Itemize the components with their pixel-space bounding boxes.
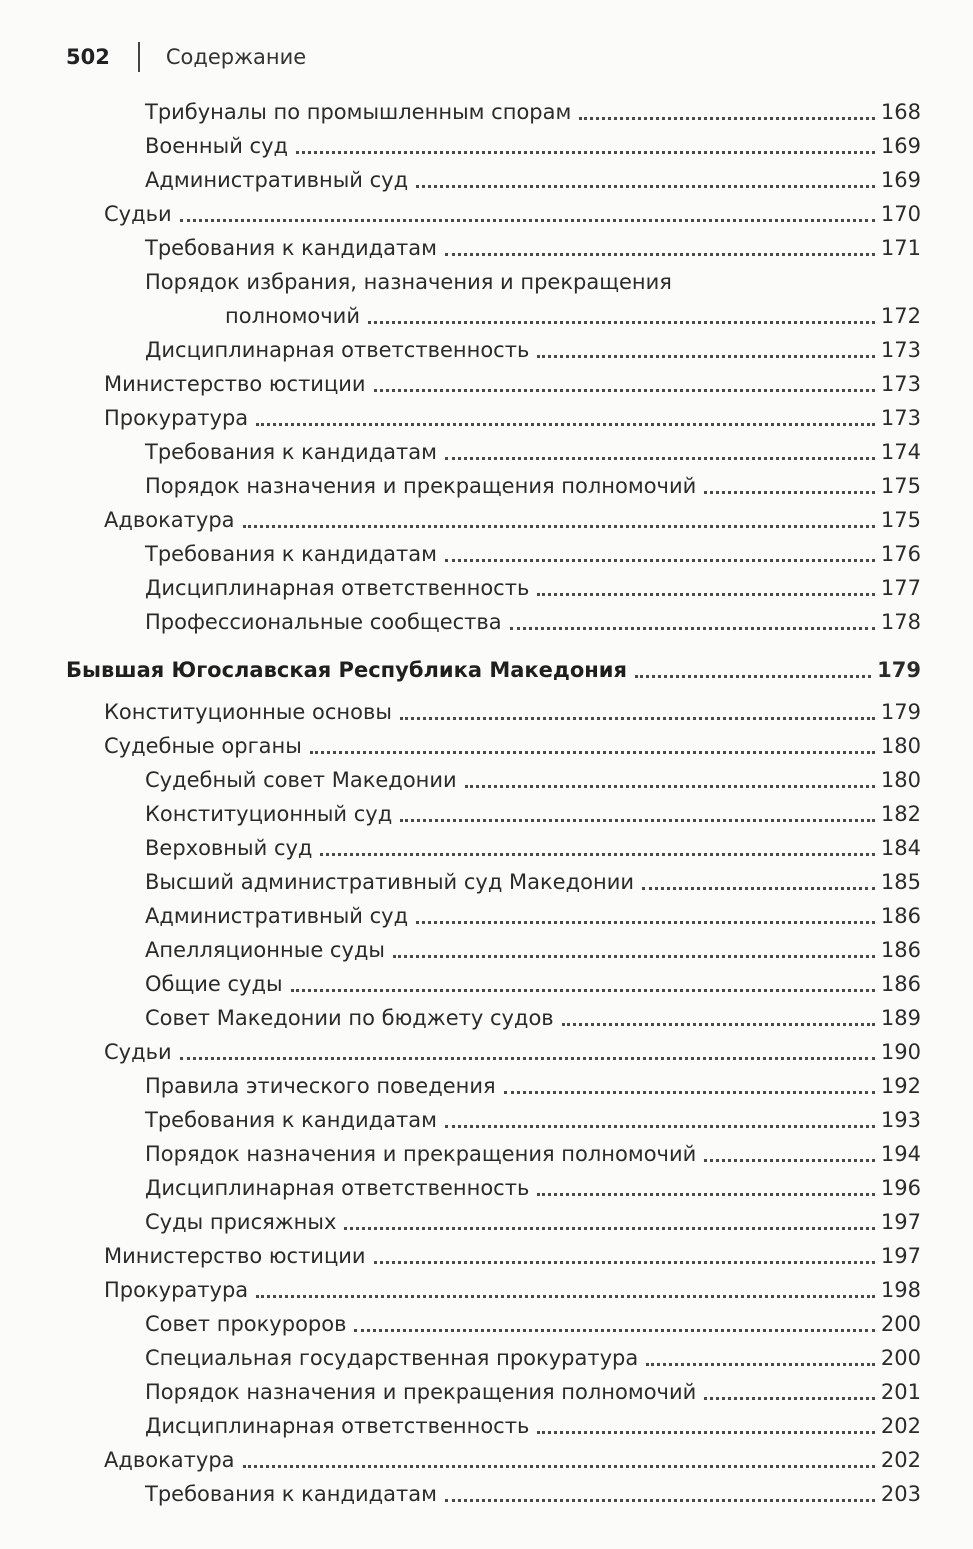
toc-entry-page: 197 [880,1210,921,1234]
toc-entry-page: 171 [880,236,921,260]
toc-entry-title: Судьи [104,202,172,226]
toc-entry-title: Порядок назначения и прекращения полномочий [145,1142,697,1166]
dot-leader [291,989,875,992]
toc-entry [0,1171,921,1205]
toc-entry [0,571,921,605]
dot-leader [504,1091,875,1094]
dot-leader [416,185,875,188]
toc-entry [0,367,921,401]
toc-entry-page: 197 [880,1244,921,1268]
dot-leader [510,627,875,630]
toc-entry-page: 186 [880,938,921,962]
toc-entry [0,163,921,197]
toc-entry-page: 202 [880,1448,921,1472]
toc-entry-page: 193 [880,1108,921,1132]
dot-leader [344,1227,874,1230]
toc-entry [0,1069,921,1103]
toc-entry [0,299,921,333]
toc-entry [0,967,921,1001]
dot-leader [537,1193,875,1196]
toc-entry-page: 170 [880,202,921,226]
toc-entry-title: Адвокатура [104,508,235,532]
toc-entry-title: Прокуратура [104,1278,249,1302]
dot-leader [646,1363,875,1366]
toc-entry-title: Конституционный суд [145,802,393,826]
toc-entry-title-line2: полномочий [225,304,360,328]
toc-entry-page: 177 [880,576,921,600]
toc-entry-page: 201 [880,1380,921,1404]
toc-entry-title: Требования к кандидатам [145,1108,437,1132]
toc-entry [0,1477,921,1511]
toc-entry-title: Адвокатура [104,1448,235,1472]
dot-leader [374,1261,875,1264]
toc-entry-title: Высший административный суд Македонии [145,870,634,894]
toc-entry-title-line1: Порядок избрания, назначения и прекращения [145,270,672,294]
toc-entry-page: 173 [880,372,921,396]
toc-entry [0,469,921,503]
dot-leader [310,751,875,754]
toc-entry [0,695,921,729]
toc-entry-title: Требования к кандидатам [145,1482,437,1506]
toc-entry-page: 202 [880,1414,921,1438]
dot-leader [368,321,875,324]
toc-entry-title: Трибуналы по промышленным спорам [145,100,572,124]
toc-entry [0,1001,921,1035]
dot-leader [256,423,875,426]
toc-entry [0,1341,921,1375]
header-divider [138,42,140,72]
dot-leader [642,887,875,890]
toc-entry [0,1443,921,1477]
toc-entry [0,401,921,435]
dot-leader [445,1125,875,1128]
toc-entry [0,1137,921,1171]
toc-entry-page: 175 [880,474,921,498]
dot-leader [537,1431,875,1434]
dot-leader [562,1023,875,1026]
dot-leader [393,955,875,958]
dot-leader [445,253,875,256]
toc-entry-page: 186 [880,972,921,996]
toc-entry [0,797,921,831]
toc-entry-title: Дисциплинарная ответственность [145,338,530,362]
running-header [66,40,306,74]
toc-entry-title: Дисциплинарная ответственность [145,1414,530,1438]
toc-entry-title: Суды присяжных [145,1210,337,1234]
toc-entry-title: Совет прокуроров [145,1312,347,1336]
toc-entry [0,333,921,367]
toc-entry-page: 178 [880,610,921,634]
toc-entry-page: 175 [880,508,921,532]
dot-leader [180,1057,875,1060]
toc-entry-page: 180 [880,734,921,758]
toc-entry-title: Прокуратура [104,406,249,430]
toc-entry-title: Судьи [104,1040,172,1064]
toc-entry-page: 198 [880,1278,921,1302]
dot-leader [635,675,871,678]
toc-entry [0,933,921,967]
toc-entry-title: Министерство юстиции [104,1244,366,1268]
toc-entry-page: 174 [880,440,921,464]
dot-leader [445,559,875,562]
toc-entry-page: 180 [880,768,921,792]
toc-entry [0,605,921,639]
toc-entry [0,1375,921,1409]
toc-entry [0,1035,921,1069]
toc-entry-page: 184 [880,836,921,860]
dot-leader [537,355,875,358]
toc-entry-page: 203 [880,1482,921,1506]
dot-leader [296,151,875,154]
toc-entry [0,503,921,537]
toc-entry-title: Порядок назначения и прекращения полномочий [145,474,697,498]
toc-entry-title: Правила этического поведения [145,1074,496,1098]
toc-entry [0,1103,921,1137]
dot-leader [416,921,875,924]
toc-entry-title: Министерство юстиции [104,372,366,396]
toc-entry-title: Дисциплинарная ответственность [145,576,530,600]
dot-leader [400,717,875,720]
toc-entry-title: Судебный совет Македонии [145,768,457,792]
toc-entry-title: Судебные органы [104,734,302,758]
toc-entry-title: Профессиональные сообщества [145,610,502,634]
toc-entry [0,1239,921,1273]
dot-leader [465,785,875,788]
toc-entry-page: 169 [880,134,921,158]
toc-entry [0,537,921,571]
toc-entry [0,729,921,763]
dot-leader [704,491,875,494]
toc-entry-title: Верховный суд [145,836,313,860]
toc-entry [0,1307,921,1341]
dot-leader [243,1465,875,1468]
toc-chapter-entry [0,653,921,687]
toc-entry [0,865,921,899]
toc-entry-page: 196 [880,1176,921,1200]
toc-entry [0,231,921,265]
toc-entry-title: Апелляционные суды [145,938,385,962]
toc-entry-title: Конституционные основы [104,700,392,724]
toc-entry-page: 176 [880,542,921,566]
toc-entry-title: Совет Македонии по бюджету судов [145,1006,554,1030]
dot-leader [704,1159,875,1162]
dot-leader [579,117,875,120]
dot-leader [537,593,875,596]
toc-entry [0,129,921,163]
toc-entry-page: 169 [880,168,921,192]
dot-leader [445,457,875,460]
toc-chapter-title: Бывшая Югославская Республика Македония [66,658,627,682]
toc-entry [0,435,921,469]
toc-entry-page: 173 [880,338,921,362]
dot-leader [180,219,875,222]
toc-entry-page: 182 [880,802,921,826]
toc-entry-page: 194 [880,1142,921,1166]
toc-entry-title: Требования к кандидатам [145,542,437,566]
toc-entry-page: 200 [880,1312,921,1336]
toc-entry-title: Специальная государственная прокуратура [145,1346,639,1370]
dot-leader [400,819,875,822]
toc-entry-page: 185 [880,870,921,894]
toc-entry [0,197,921,231]
toc-entry [0,1273,921,1307]
toc-entry-title: Дисциплинарная ответственность [145,1176,530,1200]
toc-entry-title: Общие суды [145,972,283,996]
dot-leader [445,1499,875,1502]
toc-entry-page: 173 [880,406,921,430]
toc-entry-title: Административный суд [145,904,409,928]
toc-entry-title: Административный суд [145,168,409,192]
toc-entry-page: 186 [880,904,921,928]
toc-entry [0,831,921,865]
toc-entry-page: 168 [880,100,921,124]
dot-leader [704,1397,875,1400]
toc-entry-page: 172 [880,304,921,328]
toc-entry-title: Требования к кандидатам [145,236,437,260]
dot-leader [320,853,874,856]
dot-leader [374,389,875,392]
toc-entry-title: Требования к кандидатам [145,440,437,464]
toc-entry [0,1409,921,1443]
toc-entry-page: 192 [880,1074,921,1098]
toc-entry-title: Порядок назначения и прекращения полномочий [145,1380,697,1404]
toc-entry [0,899,921,933]
toc-chapter-page: 179 [877,658,921,682]
toc-entry [0,1205,921,1239]
page-number: 502 [66,45,110,69]
dot-leader [354,1329,874,1332]
toc-entry-page: 179 [880,700,921,724]
toc-entry-page: 200 [880,1346,921,1370]
dot-leader [256,1295,875,1298]
running-title: Содержание [165,45,307,69]
dot-leader [243,525,875,528]
toc-entry [0,763,921,797]
toc-entry-page: 190 [880,1040,921,1064]
toc-entry-title: Военный суд [145,134,289,158]
toc-entry [0,95,921,129]
toc-entry-page: 189 [880,1006,921,1030]
